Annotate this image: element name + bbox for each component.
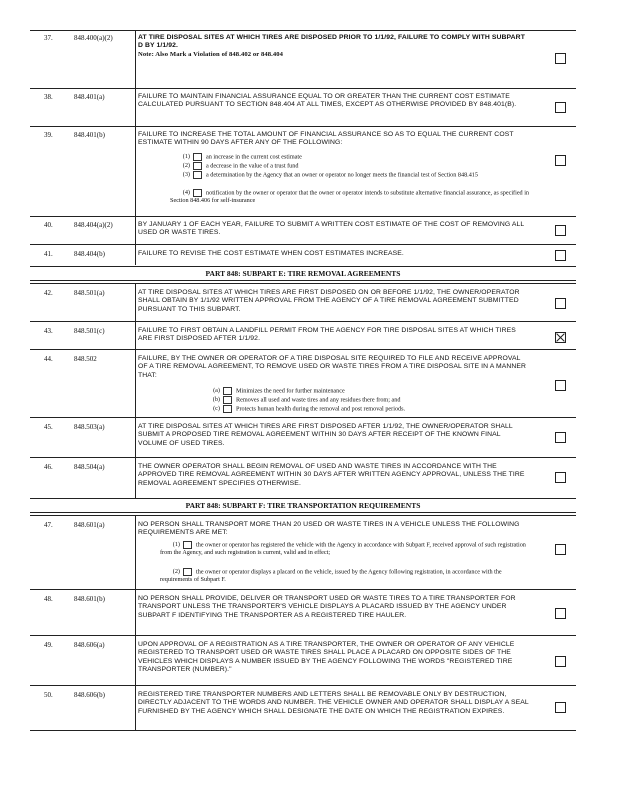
violation-text: REGISTERED TIRE TRANSPORTER NUMBERS AND LETTERS SHALL BE REMOVABLE ONLY BY DESTRUCTION, DIRECTLY ADJACENT TO THE WORDS AND NUMBER. THE VEHICLE OWNER AND OPERATOR SHALL DISPLAY A SEAL FURNISHED BY THE AGENCY WHICH SHALL DESIGNATE THE DATE ON WHICH THE REGISTRATION EXPIRES. xyxy=(138,691,529,715)
row-number: 50. xyxy=(44,691,53,699)
violation-checkbox[interactable] xyxy=(555,380,566,391)
violation-checkbox[interactable] xyxy=(555,432,566,443)
row-number: 41. xyxy=(44,250,53,258)
row-number: 49. xyxy=(44,641,53,649)
section-ref: 848.606(b) xyxy=(74,691,105,699)
row-38 xyxy=(30,88,576,127)
row-37 xyxy=(30,30,576,89)
row-42 xyxy=(30,283,576,322)
violation-checkbox[interactable] xyxy=(555,155,566,166)
section-ref: 848.606(a) xyxy=(74,641,105,649)
row-40 xyxy=(30,216,576,245)
violation-checkbox[interactable] xyxy=(555,702,566,713)
violation-text: UPON APPROVAL OF A REGISTRATION AS A TIRE TRANSPORTER, THE OWNER OR OPERATOR OF ANY VEHICLE REGISTERED TO TRANSPORT USED OR WASTE TIRES SHALL PLACE A PLACARD ON OPPOSITE SIDES OF THE VEHICLES WHICH DISPLAYS A NUMBER ISSUED BY THE AGENCY FOLLOWING THE WORDS "REGISTERED TIRE TRANSPORTER (NUMBER)." xyxy=(138,641,515,674)
row-43 xyxy=(30,321,576,350)
part-f-header: PART 848: SUBPART F: TIRE TRANSPORTATION REQUIREMENTS xyxy=(30,498,576,513)
violation-text: FAILURE TO MAINTAIN FINANCIAL ASSURANCE EQUAL TO OR GREATER THAN THE CURRENT COST ESTIMATE CALCULATED PURSUANT TO SECTION 848.404 AT ALL TIMES, EXCEPT AS OTHERWISE PROVIDED BY 848.401(B). xyxy=(138,93,517,109)
violation-checkbox[interactable] xyxy=(555,656,566,667)
section-ref: 848.400(a)(2) xyxy=(74,34,113,42)
violation-checkbox[interactable] xyxy=(555,544,566,555)
row-number: 38. xyxy=(44,93,53,101)
section-ref: 848.404(b) xyxy=(74,250,105,258)
sub-checkbox[interactable] xyxy=(183,568,192,576)
section-ref: 848.503(a) xyxy=(74,423,105,431)
section-ref: 848.401(a) xyxy=(74,93,105,101)
section-ref: 848.502 xyxy=(74,355,97,363)
violation-checkbox[interactable] xyxy=(555,472,566,483)
sub-item-1: (1) an increase in the current cost estimate xyxy=(182,153,302,161)
violation-text: NO PERSON SHALL TRANSPORT MORE THAN 20 USED OR WASTE TIRES IN A VEHICLE UNLESS THE FOLLOWING REQUIREMENTS ARE MET: xyxy=(138,521,520,537)
violation-text: AT TIRE DISPOSAL SITES AT WHICH TIRES ARE FIRST DISPOSED AFTER 1/1/92, THE OWNER/OPERATOR SHALL SUBMIT A PROPOSED TIRE REMOVAL AGREEMENT WITHIN 30 DAYS AFTER RECEIPT OF THE KNOWN FINAL VOLUME OF USED TIRES. xyxy=(138,423,513,447)
part-e-header: PART 848: SUBPART E: TIRE REMOVAL AGREEMENTS xyxy=(30,266,576,281)
row-number: 47. xyxy=(44,521,53,529)
section-ref: 848.501(c) xyxy=(74,327,105,335)
row-47 xyxy=(30,515,576,590)
violation-checkbox[interactable] xyxy=(555,608,566,619)
row-number: 37. xyxy=(44,34,53,42)
section-ref: 848.401(b) xyxy=(74,131,105,139)
row-45 xyxy=(30,417,576,458)
violation-text: THE OWNER OPERATOR SHALL BEGIN REMOVAL OF USED AND WASTE TIRES IN ACCORDANCE WITH THE APPROVED TIRE REMOVAL AGREEMENT WITHIN 30 DAYS AFTER WRITTEN AGENCY APPROVAL, UNLESS THE TIRE REMOVAL AGREEMENT SPECIFIES OTHERWISE. xyxy=(138,463,525,487)
row-46 xyxy=(30,457,576,498)
sub-item-a: (a) Minimizes the need for further maintenance xyxy=(213,387,345,395)
row-39 xyxy=(30,126,576,217)
sub-checkbox[interactable] xyxy=(183,541,192,549)
sub-item-4: (4) notification by the owner or operator that the owner or operator intends to substitute alternative financial assurance, as specified in Section 848.406 for self-insurance xyxy=(170,189,530,204)
row-49 xyxy=(30,635,576,686)
row-number: 44. xyxy=(44,355,53,363)
violation-checkbox[interactable] xyxy=(555,250,566,261)
violation-text: FAILURE TO REVISE THE COST ESTIMATE WHEN COST ESTIMATES INCREASE. xyxy=(138,250,404,257)
violation-checkbox[interactable] xyxy=(555,102,566,113)
section-ref: 848.601(a) xyxy=(74,521,105,529)
section-ref: 848.404(a)(2) xyxy=(74,221,113,229)
sub-item-2: (2) the owner or operator displays a placard on the vehicle, issued by the Agency following registration, in accordance with the requirements of Subpart F. xyxy=(160,568,502,583)
row-number: 39. xyxy=(44,131,53,139)
section-ref: 848.501(a) xyxy=(74,289,105,297)
row-50 xyxy=(30,685,576,731)
sub-checkbox[interactable] xyxy=(223,396,232,404)
sub-checkbox[interactable] xyxy=(223,405,232,413)
sub-checkbox[interactable] xyxy=(193,189,202,197)
row-number: 43. xyxy=(44,327,53,335)
sub-item-3: (3) a determination by the Agency that an owner or operator no longer meets the financial test of Section 848.415 xyxy=(182,171,478,179)
sub-item-c: (c) Protects human health during the removal and post removal periods. xyxy=(213,405,406,413)
violation-checkbox[interactable] xyxy=(555,298,566,309)
sub-checkbox[interactable] xyxy=(193,153,202,161)
row-41 xyxy=(30,244,576,265)
row-number: 42. xyxy=(44,289,53,297)
sub-checkbox[interactable] xyxy=(193,162,202,170)
row-48 xyxy=(30,589,576,636)
section-ref: 848.504(a) xyxy=(74,463,105,471)
violation-text: AT TIRE DISPOSAL SITES AT WHICH TIRES ARE FIRST DISPOSED ON OR BEFORE 1/1/92, THE OWNER/OPERATOR SHALL OBTAIN BY 1/1/92 WRITTEN APPROVAL FROM THE AGENCY OF A TIRE REMOVAL AGREEMENT SUBMITTED PURSUANT TO THIS SUBPART. xyxy=(138,289,520,313)
section-ref: 848.601(b) xyxy=(74,595,105,603)
row-number: 45. xyxy=(44,423,53,431)
sub-checkbox[interactable] xyxy=(223,387,232,395)
violation-text: BY JANUARY 1 OF EACH YEAR, FAILURE TO SUBMIT A WRITTEN COST ESTIMATE OF THE COST OF REMOVING ALL USED OR WASTE TIRES. xyxy=(138,221,525,237)
violation-text: FAILURE TO FIRST OBTAIN A LANDFILL PERMIT FROM THE AGENCY FOR TIRE DISPOSAL SITES AT WHICH TIRES ARE FIRST DISPOSED AFTER 1/1/92. xyxy=(138,327,516,343)
violation-text: AT TIRE DISPOSAL SITES AT WHICH TIRES ARE DISPOSED PRIOR TO 1/1/92, FAILURE TO COMPLY WITH SUBPART D BY 1/1/92. Note: Also Mark a Violation of 848.402 or 848.404 xyxy=(138,34,530,59)
sub-item-2: (2) a decrease in the value of a trust fund xyxy=(182,162,299,170)
row-44 xyxy=(30,349,576,418)
sub-item-b: (b) Removes all used and waste tires and any residues there from; and xyxy=(212,396,401,404)
row-number: 48. xyxy=(44,595,53,603)
violation-note: Note: Also Mark a Violation of 848.402 or 848.404 xyxy=(138,50,284,58)
sub-item-1: (1) the owner or operator has registered the vehicle with the Agency in accordance with Subpart F, received approval of such registration from the Agency, and such registration is current, valid and in effect; xyxy=(160,541,526,556)
violation-text: FAILURE, BY THE OWNER OR OPERATOR OF A TIRE DISPOSAL SITE REQUIRED TO FILE AND RECEIVE APPROVAL OF A TIRE REMOVAL AGREEMENT, TO REMOVE USED OR WASTE TIRES FROM A TIRE DISPOSAL SITE IN A MANNER THAT: xyxy=(138,355,527,379)
violation-text: FAILURE TO INCREASE THE TOTAL AMOUNT OF FINANCIAL ASSURANCE SO AS TO EQUAL THE CURRENT COST ESTIMATE WITHIN 90 DAYS AFTER ANY OF THE FOLLOWING: xyxy=(138,131,514,147)
row-number: 46. xyxy=(44,463,53,471)
row-number: 40. xyxy=(44,221,53,229)
violation-checkbox-checked[interactable] xyxy=(555,332,566,343)
violation-checkbox[interactable] xyxy=(555,53,566,64)
violation-text: NO PERSON SHALL PROVIDE, DELIVER OR TRANSPORT USED OR WASTE TIRES TO A TIRE TRANSPORTER FOR TRANSPORT UNLESS THE TRANSPORTER'S VEHICLE DISPLAYS A PLACARD ISSUED BY THE AGENCY UNDER SUBPART F IDENTIFYING THE TRANSPORTER AS A REGISTERED TIRE HAULER. xyxy=(138,595,516,619)
violation-checkbox[interactable] xyxy=(555,225,566,236)
sub-checkbox[interactable] xyxy=(193,171,202,179)
